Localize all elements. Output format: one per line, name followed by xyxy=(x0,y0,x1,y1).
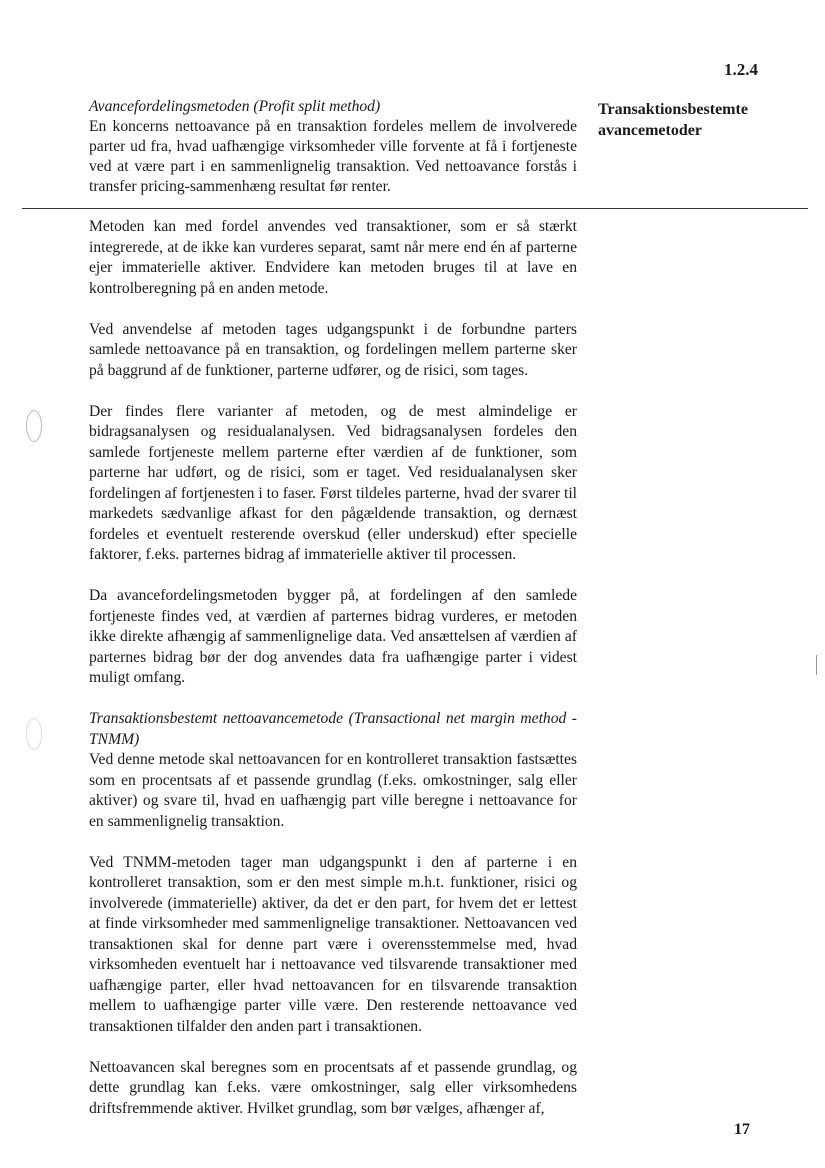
page-number: 17 xyxy=(734,1121,750,1138)
section-divider xyxy=(22,208,808,209)
paragraph: Metoden kan med fordel anvendes ved transaktioner, som er så stærkt integrerede, at de ikke kan vurderes separat, samt når mere end én af parterne ejer immaterielle aktiver. Endvidere kan metoden bruges til at lave en kontrolberegning på en anden metode. xyxy=(89,218,577,297)
tnmm-section xyxy=(89,709,577,832)
body-text xyxy=(89,217,577,1140)
tnmm-definition: Ved denne metode skal nettoavancen for en kontrolleret transaktion fastsættes som en procentsats af et passende grundlag (f.eks. omkostninger, salg eller aktiver) og svare til, hvad en uafhængig part ville beregne i nettoavance for en sammenlignelig transaktion. xyxy=(89,751,577,830)
paragraph: Nettoavancen skal beregnes som en procentsats af et passende grundlag, og dette grundlag kan f.eks. være omkostninger, salg eller virksomhedens driftsfremmende aktiver. Hvilket grundlag, som bør vælges, afhænger af, xyxy=(89,1058,577,1117)
section-side-heading: Transaktionsbestemte avancemetoder xyxy=(598,101,748,139)
paragraph: Da avancefordelingsmetoden bygger på, at fordelingen af den samlede fortjeneste findes ved, at værdien af parternes bidrag vurderes, er metoden ikke direkte afhængig af sammenlignelige data. Ved ansættelsen af værdien af parternes bidrag bør der dog anvendes data fra uafhængige parter i videst muligt omfang. xyxy=(89,587,577,686)
tnmm-heading: Transaktionsbestemt nettoavancemetode (Transactional net margin method - TNMM) xyxy=(89,710,577,748)
section-number: 1.2.4 xyxy=(724,60,758,79)
punch-hole-mark xyxy=(26,718,42,750)
profit-split-heading: Avancefordelingsmetoden (Profit split method) xyxy=(89,98,381,115)
paragraph: Ved anvendelse af metoden tages udgangspunkt i de forbundne parters samlede nettoavance på en transaktion, og fordelingen mellem parterne sker på baggrund af de funktioner, parterne udfører, og de risici, som tages. xyxy=(89,320,577,379)
paragraph: Der findes flere varianter af metoden, og de mest almindelige er bidragsanalysen og residualanalysen. Ved bidragsanalysen fordeles den samlede fortjeneste mellem parterne efter værdien af de funktioner, som parterne har udført, og de risici, som er taget. Ved residualanalysen sker fordelingen af fortjenesten i to faser. Først tildeles parterne, hvad der svarer til markedets sædvanlige afkast for den pågældende transaktion, og dernæst fordeles et eventuelt resterende overskud (eller underskud) efter specielle faktorer, f.eks. parternes bidrag af immaterielle aktiver til processen. xyxy=(89,402,577,563)
profit-split-definition: En koncerns nettoavance på en transaktion fordeles mellem de involverede parter ud fra, hvad uafhængige virksomheder ville forvente at få i fortjeneste ved at være part i en sammenlignelig transaktion. Ved nettoavance forstås i transfer pricing-sammenhæng resultat før renter. xyxy=(89,118,577,195)
paragraph: Ved TNMM-metoden tager man udgangspunkt i den af parterne i en kontrolleret transaktion, som er den mest simple m.h.t. funktioner, risici og involverede (immaterielle) aktiver, da det er den part, for hvem det er lettest at finde virksomheder med sammenlignelige transaktioner. Nettoavancen ved transaktionen skal for denne part være i overensstemmelse med, hvad virksomheden eventuelt har i nettoavance ved tilsvarende transaktioner med uafhængige parter, eller hvad nettoavancen for en tilsvarende transaktion mellem to uafhængige parter ville være. Den resterende nettoavance ved transaktionen tilfalder den anden part i transaktionen. xyxy=(89,853,577,1035)
intro-block xyxy=(89,97,577,197)
punch-hole-mark xyxy=(26,410,42,442)
margin-mark xyxy=(816,655,817,675)
